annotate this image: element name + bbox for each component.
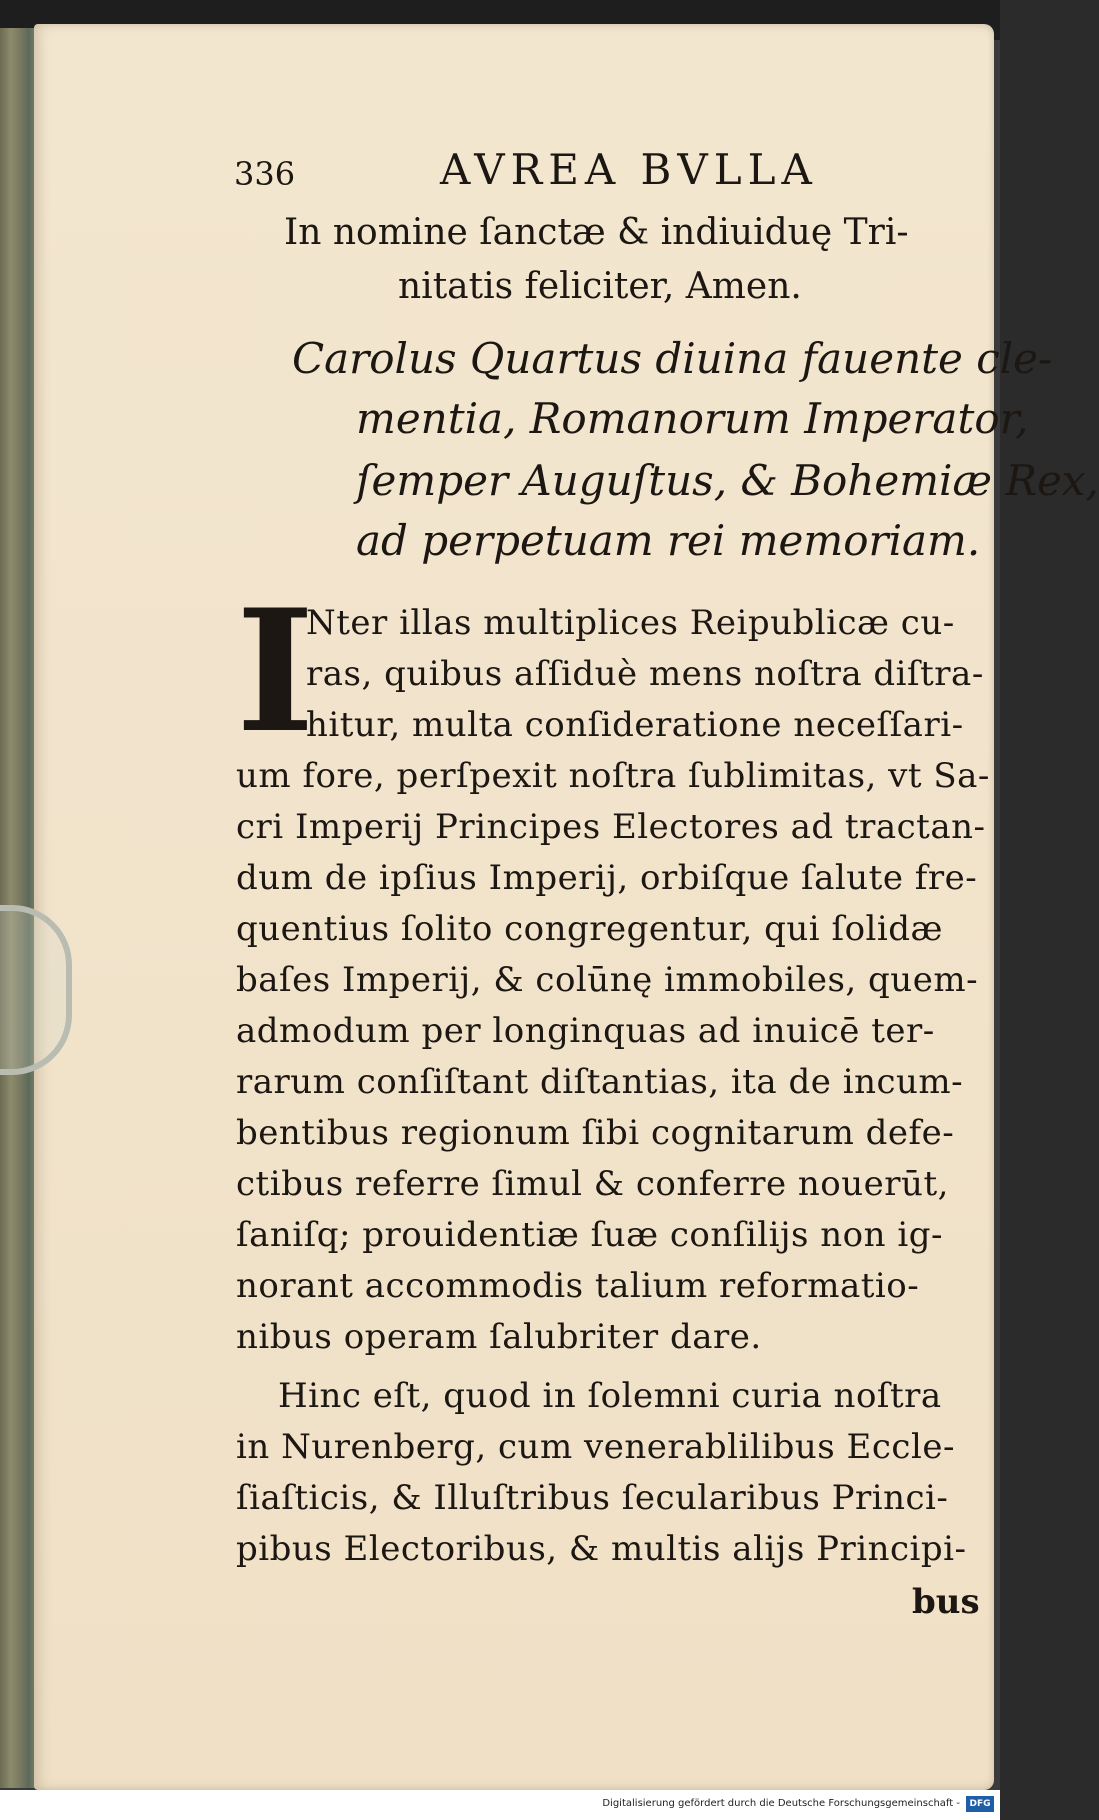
body-line: hitur, multa conſideratione neceſſari-	[306, 705, 964, 745]
body-line: ſaniſq; prouidentiæ ſuæ conſilijs non ig-	[236, 1215, 943, 1255]
page-number: 336	[234, 155, 296, 193]
drop-cap: I	[236, 572, 315, 770]
dfg-logo: DFG	[966, 1796, 994, 1812]
body-line: Hinc eſt, quod in ſolemni curia noſtra	[278, 1376, 942, 1416]
heading-line: Carolus Quartus diuina fauente cle-	[292, 334, 1053, 383]
body-line: Nter illas multiplices Reipublicæ cu-	[306, 603, 955, 643]
invocation-line: In nomine ſanctæ & indiuiduę Tri-	[284, 212, 909, 253]
body-line: baſes Imperij, & colūnę immobiles, quem-	[236, 960, 979, 1000]
body-line: in Nurenberg, cum venerablilibus Eccle-	[236, 1427, 955, 1467]
body-line: pibus Electoribus, & multis alijs Principi-	[236, 1529, 967, 1569]
body-line: ras, quibus aſſiduè mens noſtra diſtra-	[306, 654, 984, 694]
digitization-credit: Digitalisierung gefördert durch die Deutsche Forschungsgemeinschaft -	[602, 1798, 960, 1809]
catchword: bus	[912, 1582, 980, 1622]
body-line: cri Imperij Principes Electores ad tractan-	[236, 807, 986, 847]
body-line: rarum conſiſtant diſtantias, ita de incum-	[236, 1062, 964, 1102]
invocation-line: nitatis feliciter, Amen.	[398, 266, 802, 307]
heading-line: ad perpetuam rei memoriam.	[356, 516, 981, 565]
body-line: dum de ipſius Imperij, orbiſque ſalute fre-	[236, 858, 978, 898]
running-title: AVREA BVLLA	[440, 145, 818, 194]
body-line: admodum per longinquas ad inuicē ter-	[236, 1011, 935, 1051]
heading-line: ſemper Auguſtus, & Bohemiæ Rex,	[356, 456, 1099, 505]
body-line: bentibus regionum ſibi cognitarum defe-	[236, 1113, 955, 1153]
body-line: um fore, perſpexit noſtra ſublimitas, vt Sa-	[236, 756, 990, 796]
body-line: ctibus referre ſimul & conferre nouerūt,	[236, 1164, 949, 1204]
heading-line: mentia, Romanorum Imperator,	[356, 394, 1029, 443]
body-line: nibus operam ſalubriter dare.	[236, 1317, 762, 1357]
body-line: ſiaſticis, & Illuſtribus ſecularibus Princi-	[236, 1478, 949, 1518]
body-line: quentius ſolito congregentur, qui ſolidæ	[236, 909, 944, 949]
body-line: norant accommodis talium reformatio-	[236, 1266, 920, 1306]
